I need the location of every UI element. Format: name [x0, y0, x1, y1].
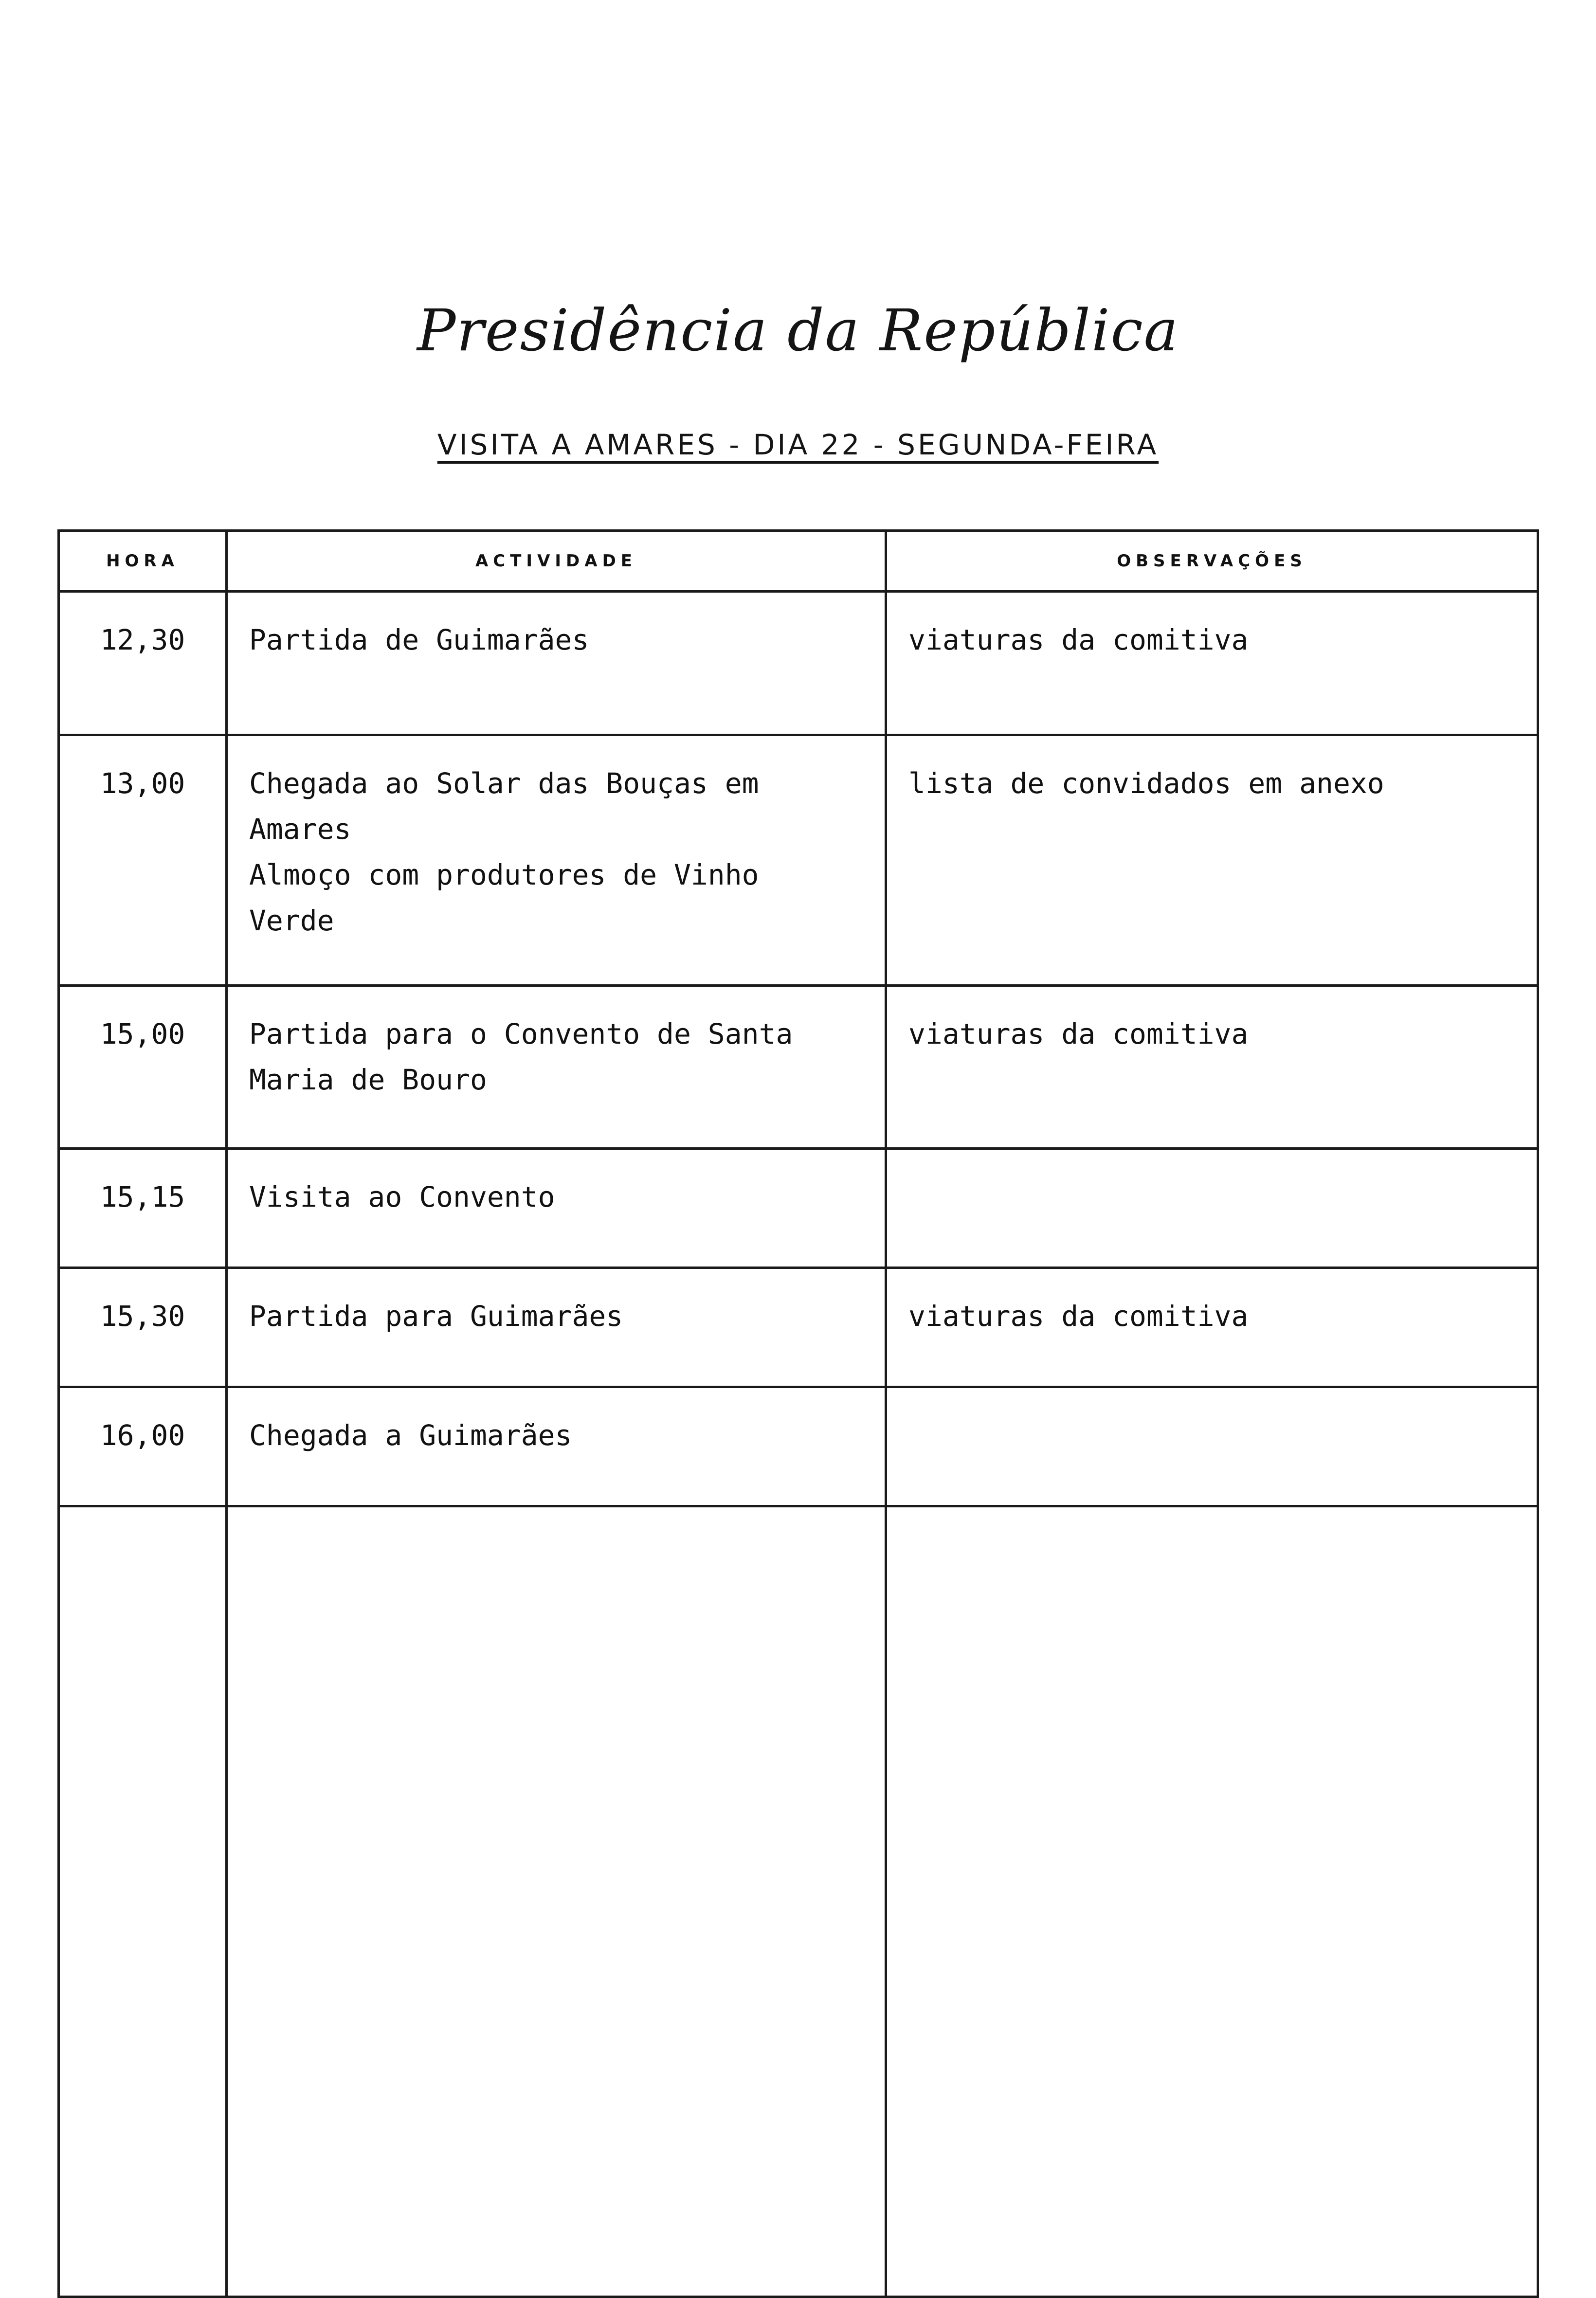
table-row — [59, 986, 1538, 1149]
cell-actividade — [227, 735, 886, 986]
actividade-line: Partida de Guimarães — [249, 623, 589, 656]
cell-actividade — [227, 986, 886, 1149]
empty-cell — [886, 1506, 1538, 2297]
cell-hora: 16,00 — [59, 1387, 227, 1506]
column-header-observacoes: OBSERVAÇÕES — [886, 531, 1538, 592]
letterhead: Presidência da República — [417, 297, 1179, 364]
document-title: VISITA A AMARES - DIA 22 - SEGUNDA-FEIRA — [437, 428, 1159, 461]
empty-cell — [59, 1506, 227, 2297]
cell-hora: 13,00 — [59, 735, 227, 986]
empty-row — [59, 1506, 1538, 2297]
cell-observacoes: viaturas da comitiva — [886, 986, 1538, 1149]
actividade-line: Partida para o Convento de Santa — [249, 1017, 793, 1050]
actividade-line: Visita ao Convento — [249, 1180, 555, 1213]
cell-observacoes: viaturas da comitiva — [886, 592, 1538, 735]
cell-hora: 15,00 — [59, 986, 227, 1149]
actividade-line: Almoço com produtores de Vinho — [249, 858, 759, 891]
cell-observacoes: viaturas da comitiva — [886, 1268, 1538, 1387]
cell-hora: 12,30 — [59, 592, 227, 735]
column-header-actividade: ACTIVIDADE — [227, 531, 886, 592]
table-row — [59, 735, 1538, 986]
cell-observacoes: lista de convidados em anexo — [886, 735, 1538, 986]
empty-cell — [227, 1506, 886, 2297]
cell-observacoes — [886, 1387, 1538, 1506]
cell-actividade — [227, 1268, 886, 1387]
actividade-line: Partida para Guimarães — [249, 1300, 623, 1333]
actividade-line: Maria de Bouro — [249, 1063, 487, 1096]
table-row — [59, 1268, 1538, 1387]
actividade-line: Chegada ao Solar das Bouças em — [249, 767, 759, 800]
table-row — [59, 1387, 1538, 1506]
schedule-table — [57, 529, 1539, 2298]
actividade-line: Amares — [249, 813, 351, 846]
cell-hora: 15,15 — [59, 1149, 227, 1268]
cell-actividade — [227, 1149, 886, 1268]
column-header-hora: HORA — [59, 531, 227, 592]
cell-actividade — [227, 592, 886, 735]
table-header-row — [59, 531, 1538, 592]
actividade-line: Chegada a Guimarães — [249, 1419, 572, 1452]
table-row — [59, 1149, 1538, 1268]
actividade-line: Verde — [249, 904, 334, 937]
cell-hora: 15,30 — [59, 1268, 227, 1387]
cell-actividade — [227, 1387, 886, 1506]
cell-observacoes — [886, 1149, 1538, 1268]
table-row — [59, 592, 1538, 735]
